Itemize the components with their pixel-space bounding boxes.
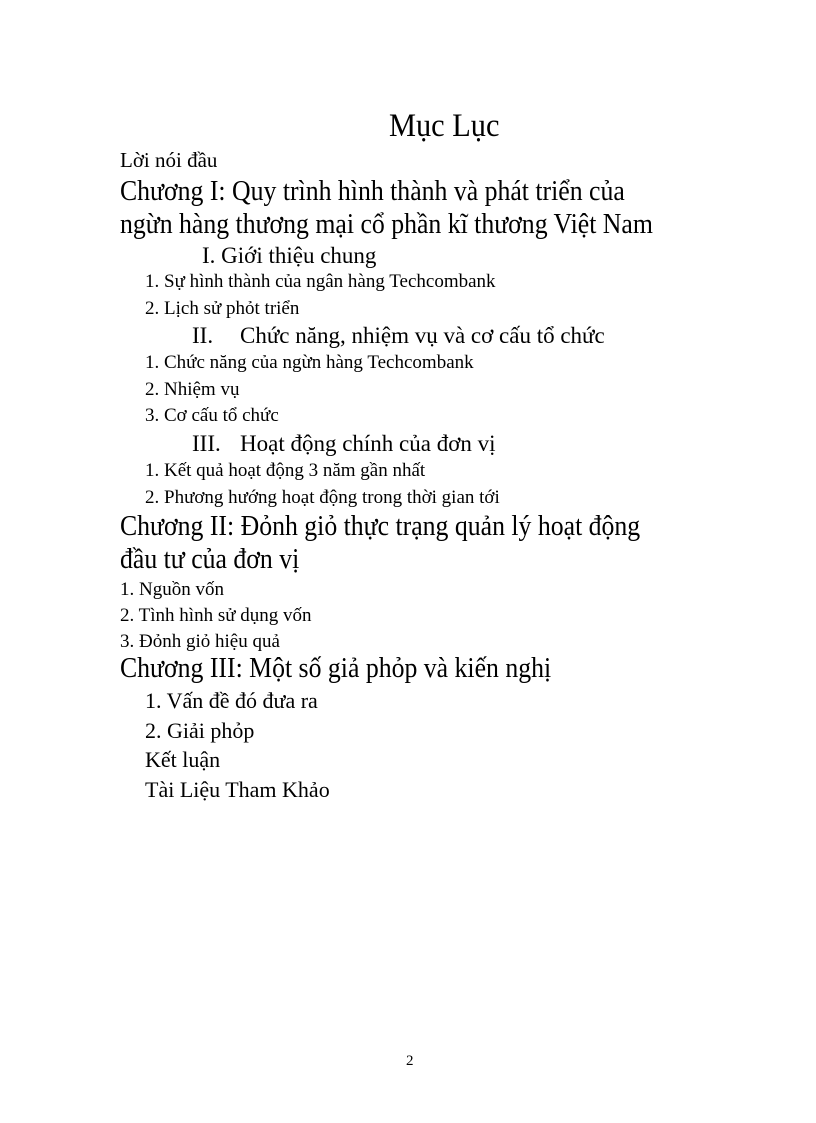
toc-references: Tài Liệu Tham Khảo — [145, 777, 330, 802]
toc-item: 1. Vấn đề đó đưa ra — [145, 688, 318, 713]
toc-item: 3. Đỏnh giỏ hiệu quả — [120, 631, 280, 652]
chapter-1-heading-line-1: Chương I: Quy trình hình thành và phát triển của — [120, 176, 625, 207]
chapter-2-heading-line-1: Chương II: Đỏnh giỏ thực trạng quản lý hoạt động — [120, 511, 641, 542]
toc-item: 1. Sự hình thành của ngân hàng Techcombank — [145, 271, 496, 292]
toc-item: 1. Kết quả hoạt động 3 năm gần nhất — [145, 460, 426, 481]
toc-item: 2. Nhiệm vụ — [145, 379, 240, 400]
chapter-1-section-1-heading — [202, 244, 376, 267]
toc-item: 2. Lịch sử phỏt triển — [145, 298, 300, 319]
chapter-1-section-2-heading — [192, 324, 605, 347]
chapter-3-heading: Chương III: Một số giả phỏp và kiến nghị — [120, 653, 552, 684]
chapter-1-section-3-heading — [192, 432, 496, 455]
toc-item: 2. Phương hướng hoạt động trong thời gian tới — [145, 487, 500, 508]
section-title: Hoạt động chính của đơn vị — [240, 431, 496, 456]
section-number: III. — [192, 431, 221, 456]
page-number: 2 — [406, 1053, 414, 1069]
section-title: Chức năng, nhiệm vụ và cơ cấu tổ chức — [240, 323, 605, 348]
section-number: I. — [202, 243, 216, 268]
toc-item: 3. Cơ cấu tổ chức — [145, 405, 279, 426]
section-number: II. — [192, 323, 214, 348]
toc-preface: Lời nói đầu — [120, 148, 218, 172]
toc-item: 2. Giải phỏp — [145, 718, 255, 743]
toc-item: 1. Nguồn vốn — [120, 579, 224, 600]
toc-item: 1. Chức năng của ngừn hàng Techcombank — [145, 352, 474, 373]
toc-conclusion: Kết luận — [145, 747, 221, 772]
toc-item: 2. Tình hình sử dụng vốn — [120, 605, 312, 626]
chapter-1-heading-line-2: ngừn hàng thương mại cổ phần kĩ thương Việt Nam — [120, 209, 653, 240]
toc-title: Mục Lục — [389, 108, 500, 144]
chapter-2-heading-line-2: đầu tư của đơn vị — [120, 544, 300, 575]
section-title: Giới thiệu chung — [221, 243, 377, 268]
